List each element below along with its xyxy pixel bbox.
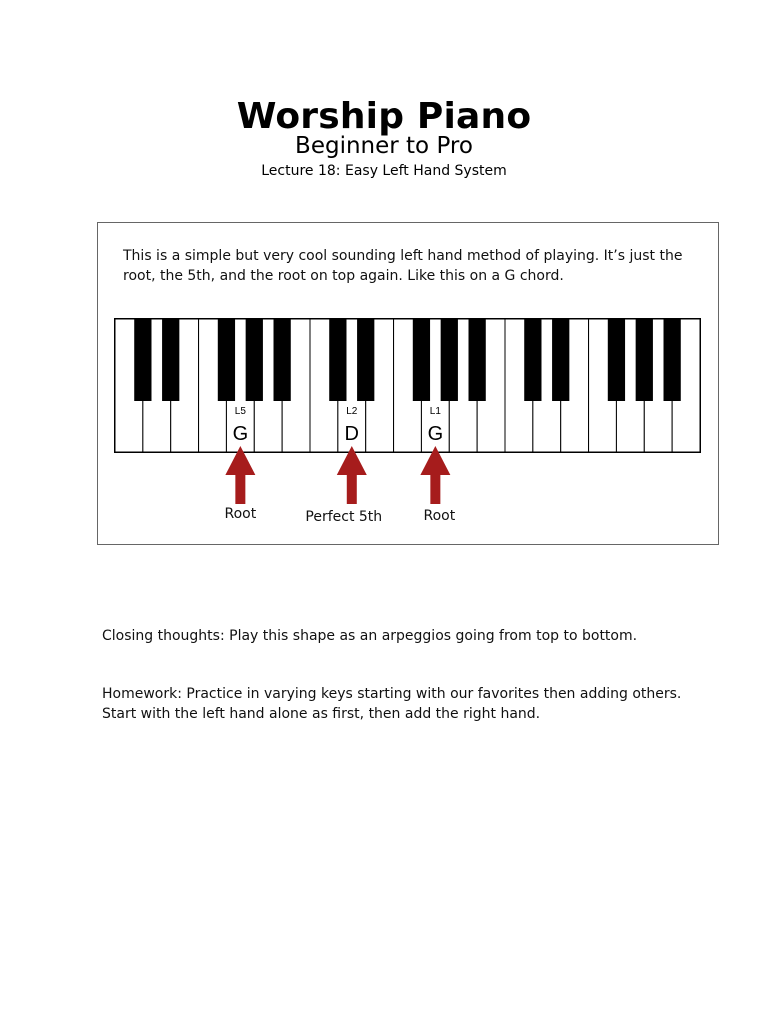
closing-thoughts: Closing thoughts: Play this shape as an arpeggios going from top to bottom. bbox=[102, 628, 638, 644]
black-key bbox=[636, 319, 653, 401]
note-letter: G bbox=[232, 423, 249, 445]
black-key bbox=[441, 319, 458, 401]
page-title: Worship Piano bbox=[236, 96, 532, 137]
note-letter: G bbox=[427, 423, 444, 445]
finger-number: L1 bbox=[429, 406, 441, 417]
lecture-heading: Lecture 18: Easy Left Hand System bbox=[261, 163, 507, 179]
black-key bbox=[664, 319, 681, 401]
black-key bbox=[162, 319, 179, 401]
interval-label: Root bbox=[224, 506, 257, 522]
finger-number: L5 bbox=[234, 406, 246, 417]
black-key bbox=[524, 319, 541, 401]
black-key bbox=[134, 319, 151, 401]
black-key bbox=[329, 319, 346, 401]
black-key bbox=[357, 319, 374, 401]
interval-label: Root bbox=[423, 508, 456, 524]
note-letter: D bbox=[344, 423, 360, 445]
page-subtitle: Beginner to Pro bbox=[295, 133, 473, 159]
up-arrow-icon bbox=[225, 446, 255, 504]
black-key bbox=[218, 319, 235, 401]
black-key bbox=[469, 319, 486, 401]
up-arrow-icon bbox=[337, 446, 367, 504]
black-key bbox=[246, 319, 263, 401]
black-key bbox=[608, 319, 625, 401]
piano-keyboard bbox=[114, 318, 704, 538]
finger-number: L2 bbox=[346, 406, 358, 417]
black-key bbox=[413, 319, 430, 401]
black-key bbox=[552, 319, 569, 401]
black-key bbox=[274, 319, 291, 401]
interval-label: Perfect 5th bbox=[305, 509, 383, 525]
homework-text: Homework: Practice in varying keys starting with our favorites then adding others. Start with the left hand alone as first, then add the right hand. bbox=[102, 686, 682, 722]
intro-text: This is a simple but very cool sounding left hand method of playing. It’s just the root, the 5th, and the root on top again. Like this on a G chord. bbox=[123, 248, 683, 284]
up-arrow-icon bbox=[420, 446, 450, 504]
